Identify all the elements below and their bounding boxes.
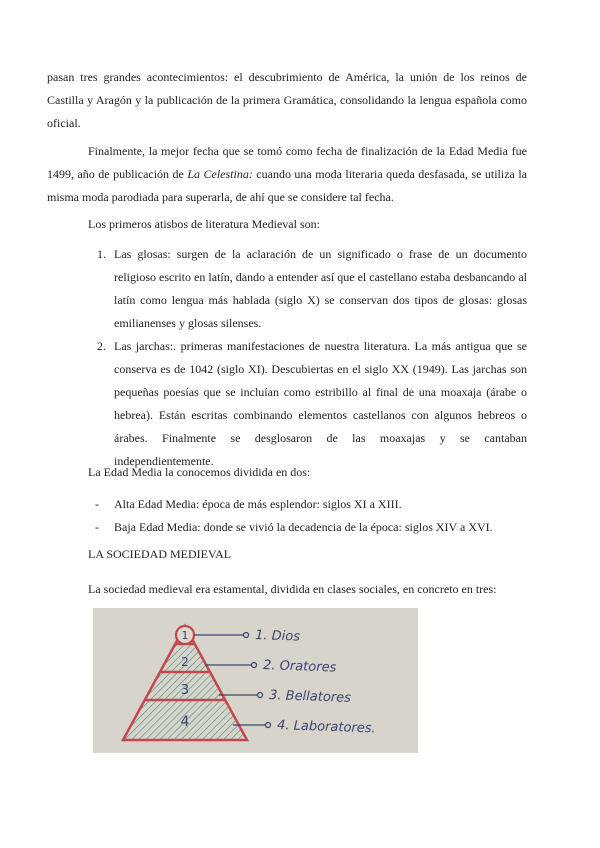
list-item-baja-edad-media — [88, 516, 527, 539]
list-marker: 2. — [97, 339, 106, 353]
list-item-text: Las jarchas:. primeras manifestaciones de nuestra literatura. La más antigua que se conserva es de 1042 (siglo XI). Descubiertas en el siglo XX (1949). Las jarchas son pequeñas poesías que se incluían como estribillo al final de una moaxaja (árabe o hebrea). Están escritas combinando elementos castellanos con algunos hebreos o árabes. Finalmente se desglosaron de las moaxajas y se cantaban independientemente. — [114, 339, 527, 468]
list-item-jarchas — [88, 335, 527, 473]
list-item-alta-edad-media — [88, 493, 527, 516]
paragraph-celestina — [47, 140, 527, 209]
numbered-list — [88, 243, 527, 473]
list-item-text: Alta Edad Media: época de más esplendor: siglos XI a XIII. — [114, 497, 402, 511]
paragraph-estamental: La sociedad medieval era estamental, dividida en clases sociales, en concreto en tres: — [88, 582, 497, 596]
dash-marker: - — [95, 520, 99, 534]
paragraph-celestina-before: Finalmente, la mejor fecha que se tomó como fecha de finalización de la Edad Media fue 1499, año de publicación de — [47, 144, 527, 181]
level-label: 4. Laboratores. — [276, 718, 376, 737]
list-marker: 1. — [97, 247, 106, 261]
pyramid-photo — [93, 608, 418, 753]
paragraph-division: La Edad Media la conocemos dividida en dos: — [88, 465, 311, 479]
paragraph-acontecimientos: pasan tres grandes acontecimientos: el descubrimiento de América, la unión de los reinos de Castilla y Aragón y la publicación de la primera Gramática, consolidando la lengua española como oficial. — [47, 70, 527, 130]
list-item-text: Baja Edad Media: donde se vivió la decadencia de la época: siglos XIV a XVI. — [114, 520, 493, 534]
list-item-text: Las glosas: surgen de la aclaración de un significado o frase de un documento religioso escrito en latín, dando a entender así que el castellano estaba desbancando al latín como lengua más hablada (siglo X) se conservan dos tipos de glosas: glosas emilianenses y glosas silenses. — [114, 247, 527, 330]
dash-list — [88, 493, 527, 539]
level-number: 3 — [180, 683, 190, 698]
level-number: 2 — [181, 655, 189, 669]
celestina-title: La Celestina: — [187, 167, 253, 181]
section-heading: LA SOCIEDAD MEDIEVAL — [88, 547, 232, 561]
list-item-glosas — [88, 243, 527, 335]
paragraph-celestina-after: cuando una moda literaria queda desfasada, se utiliza la misma moda parodiada para superarla, de ahí que se considere tal fecha. — [47, 167, 527, 204]
level-label: 1. Dios — [254, 628, 301, 645]
level-label: 3. Bellatores — [268, 688, 352, 706]
dash-marker: - — [95, 497, 99, 511]
level-label: 2. Oratores — [262, 658, 337, 676]
paragraph-atisbos: Los primeros atisbos de literatura Medieval son: — [88, 217, 320, 231]
level-number: 1 — [181, 629, 189, 642]
level-number: 4 — [180, 714, 190, 730]
